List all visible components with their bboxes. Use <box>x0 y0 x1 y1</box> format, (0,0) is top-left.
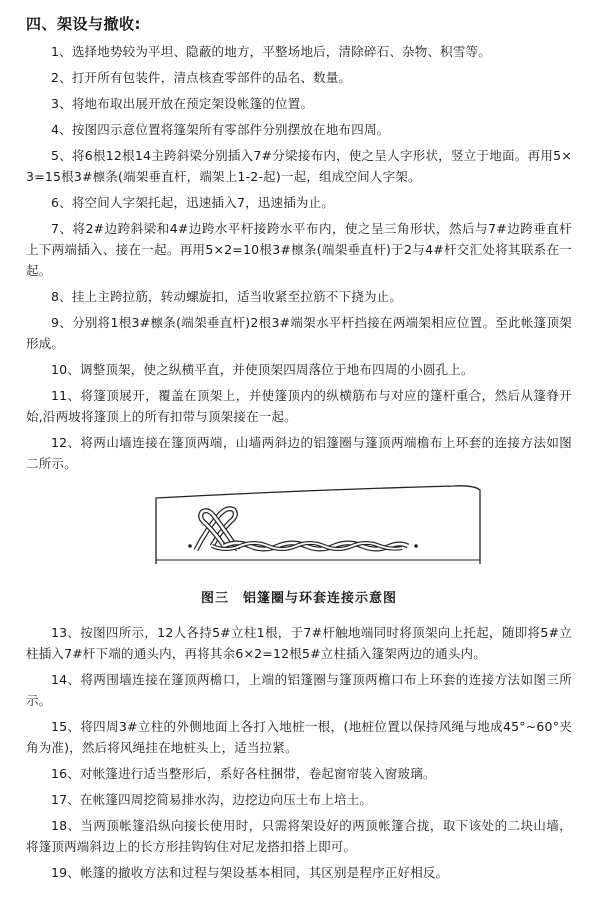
paragraph-5: 5、将6根12根14主跨斜梁分别插入7#分梁接布内，使之呈人字形状，竖立于地面。再用5×3=15根3#檩条(端架垂直杆，端架上1-2-起)一起，组成空间人字架。 <box>26 148 572 184</box>
paragraph-11: 11、将篷顶展开，覆盖在顶架上，并使篷顶内的纵横筋布与对应的篷杆重合，然后从篷脊开始,沿两坡将篷顶上的所有扣带与顶架接在一起。 <box>26 388 572 424</box>
paragraph-15: 15、将四周3#立柱的外侧地面上各打入地桩一根，(地桩位置以保持风绳与地成45°~60°夹角为准)，然后将风绳挂在地桩头上，适当拉紧。 <box>26 719 572 755</box>
connection-diagram-drawing <box>154 484 484 574</box>
paragraph-19: 19、帐篷的撤收方法和过程与架设基本相同，其区别是程序正好相反。 <box>51 865 449 880</box>
paragraph-2: 2、打开所有包装件，清点核查零部件的品名、数量。 <box>51 70 352 85</box>
connection-diagram <box>154 484 484 574</box>
paragraph-14: 14、将两围墙连接在篷顶两檐口，上端的铝篷圈与篷顶两檐口布上环套的连接方法如图三所示。 <box>26 672 572 708</box>
paragraph-8: 8、挂上主跨拉筋，转动螺旋扣，适当收紧至拉筋不下挠为止。 <box>51 289 403 304</box>
paragraph-1: 1、选择地势较为平坦、隐蔽的地方，平整场地后，清除碎石、杂物、积雪等。 <box>51 44 491 59</box>
paragraph-3: 3、将地布取出展开放在预定架设帐篷的位置。 <box>51 96 314 111</box>
section-heading: 四、架设与撤收: <box>26 15 141 33</box>
paragraph-6: 6、将空间人字架托起，迅速插入7，迅速插为止。 <box>51 195 335 210</box>
paragraph-9: 9、分别将1根3#檩条(端架垂直杆)2根3#端架水平杆挡接在两端架相应位置。至此帐篷顶架形成。 <box>26 315 572 351</box>
paragraph-16: 16、对帐篷进行适当整形后，系好各柱捆带，卷起窗帘装入窗玻璃。 <box>51 766 436 781</box>
paragraph-12: 12、将两山墙连接在篷顶两端，山墙两斜边的铝篷圈与篷顶两端檐布上环套的连接方法如图二所示。 <box>26 435 572 471</box>
paragraph-7: 7、将2#边跨斜梁和4#边跨水平杆接跨水平布内，使之呈三角形状，然后与7#边跨垂直杆上下两端插入、接在一起。再用5×2=10根3#檩条(端架垂直杆)于2与4#杆交汇处将其联系在一起。 <box>26 221 572 278</box>
eyelet-dot <box>188 544 192 548</box>
figure-caption: 图三 铝篷圈与环套连接示意图 <box>200 591 397 606</box>
paragraph-10: 10、调整顶架，使之纵横平直，并使顶架四周落位于地布四周的小圆孔上。 <box>51 362 474 377</box>
paragraph-17: 17、在帐篷四周挖简易排水沟，边挖边向压土布上培土。 <box>51 792 373 807</box>
eyelet-dot <box>414 544 418 548</box>
paragraph-18: 18、当两顶帐篷沿纵向接长使用时，只需将架设好的两顶帐篷合拢，取下该处的二块山墙，将篷顶两端斜边上的长方形挂钩钩住对尼龙搭扣搭上即可。 <box>26 818 572 854</box>
paragraph-4: 4、按图四示意位置将篷架所有零部件分别摆放在地布四周。 <box>51 122 390 137</box>
paragraph-13: 13、按图四所示，12人各持5#立柱1根，于7#杆触地端同时将顶架向上托起，随即将5#立柱插入7#杆下端的通头内，再将其余6×2=12根5#立柱插入篷架两边的通头内。 <box>26 625 572 661</box>
